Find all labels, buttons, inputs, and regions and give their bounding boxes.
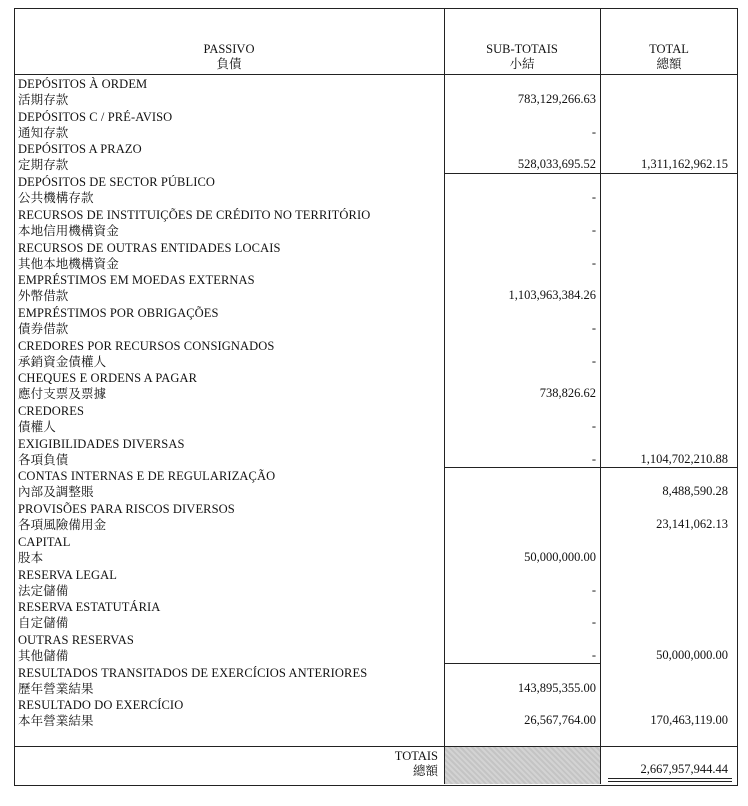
row-label-zh: 債權人 <box>18 420 56 434</box>
row-label-pt: RESERVA ESTATUTÁRIA <box>18 600 161 615</box>
row-label-zh: 其他本地機構資金 <box>18 256 119 271</box>
row-total: 1,104,702,210.88 <box>640 451 728 466</box>
row-label-zh: 自定儲備 <box>18 616 69 631</box>
totals-label <box>354 749 438 779</box>
header-total <box>600 42 738 72</box>
row-subtotal: - <box>591 222 596 237</box>
row-subtotal: - <box>591 190 596 205</box>
row-subtotal: - <box>591 419 596 433</box>
column-divider-subtotals <box>444 8 445 784</box>
header-subtotais-zh: 小結 <box>509 57 535 71</box>
row-label-pt: EMPRÉSTIMOS EM MOEDAS EXTERNAS <box>18 273 255 288</box>
row-subtotal: 143,895,355.00 <box>517 680 596 695</box>
header-subtotais <box>444 42 600 72</box>
header-passivo <box>14 42 444 72</box>
row-label-zh: 本地信用機構資金 <box>18 223 119 238</box>
row-label-zh: 股本 <box>18 550 44 565</box>
grand-total-underline-2 <box>608 781 732 782</box>
row-total: 1,311,162,962.15 <box>640 157 728 172</box>
row-label-zh: 其他儲備 <box>18 648 69 663</box>
row-subtotal: - <box>591 255 596 270</box>
row-label-pt: CREDORES <box>18 404 85 418</box>
section-rule-deposits <box>444 173 738 174</box>
row-label-zh: 歷年營業結果 <box>18 681 94 696</box>
header-divider <box>14 74 738 75</box>
row-label-zh: 各項風險備用金 <box>18 518 107 533</box>
totals-divider <box>14 746 738 747</box>
grand-total-underline-1 <box>608 778 732 779</box>
row-label-pt: CREDORES POR RECURSOS CONSIGNADOS <box>18 338 275 353</box>
section-rule-liabilities <box>444 467 738 468</box>
row-label-zh: 債券借款 <box>18 321 69 336</box>
row-label-pt: DEPÓSITOS C / PRÉ-AVISO <box>18 109 173 124</box>
row-label-pt: OUTRAS RESERVAS <box>18 632 134 647</box>
row-label-zh: 公共機構存款 <box>18 191 94 206</box>
row-total: 8,488,590.28 <box>662 484 728 499</box>
row-label-zh: 各項負債 <box>18 452 69 467</box>
header-passivo-zh: 負債 <box>216 57 242 71</box>
row-total: 170,463,119.00 <box>650 713 728 728</box>
header-total-pt: TOTAL <box>649 42 689 56</box>
header-subtotais-pt: SUB-TOTAIS <box>486 42 558 56</box>
row-subtotal: 1,103,963,384.26 <box>508 288 596 303</box>
row-total: 23,141,062.13 <box>656 517 728 532</box>
row-label-zh: 本年營業結果 <box>18 714 94 729</box>
row-label-zh: 內部及調整賬 <box>18 485 94 500</box>
row-subtotal: 738,826.62 <box>539 386 596 401</box>
row-subtotal: 26,567,764.00 <box>524 713 596 728</box>
header-passivo-pt: PASSIVO <box>203 42 255 56</box>
balance-sheet-liabilities <box>14 8 738 798</box>
row-subtotal: 528,033,695.52 <box>517 157 596 172</box>
row-label-zh: 應付支票及票據 <box>18 387 107 402</box>
row-label-pt: DEPÓSITOS A PRAZO <box>18 142 142 157</box>
row-label-pt: DEPÓSITOS DE SECTOR PÚBLICO <box>18 175 216 190</box>
totals-label-zh: 總額 <box>412 764 438 778</box>
grand-total-value: 2,667,957,944.44 <box>640 762 728 776</box>
row-label-pt: CAPITAL <box>18 534 71 549</box>
row-subtotal: - <box>591 320 596 335</box>
row-subtotal: 50,000,000.00 <box>524 549 596 564</box>
totals-label-pt: TOTAIS <box>394 749 438 763</box>
row-label-pt: RESULTADOS TRANSITADOS DE EXERCÍCIOS ANTERIORES <box>18 665 368 680</box>
row-label-pt: RECURSOS DE INSTITUIÇÕES DE CRÉDITO NO TERRITÓRIO <box>18 207 371 222</box>
column-divider-total <box>600 8 601 784</box>
row-label-pt: EXIGIBILIDADES DIVERSAS <box>18 436 185 451</box>
row-subtotal: - <box>591 451 596 466</box>
row-label-pt: PROVISÕES PARA RISCOS DIVERSOS <box>18 502 235 517</box>
row-subtotal: - <box>591 615 596 630</box>
row-label-zh: 承銷資金債權人 <box>18 354 107 369</box>
row-label-zh: 定期存款 <box>18 158 69 173</box>
row-label-pt: CHEQUES E ORDENS A PAGAR <box>18 371 198 386</box>
row-subtotal: - <box>591 647 596 662</box>
header-total-zh: 總額 <box>656 57 682 71</box>
row-label-zh: 法定儲備 <box>18 583 69 598</box>
section-rule-reserves <box>444 663 600 664</box>
row-label-zh: 外幣借款 <box>18 289 69 304</box>
row-label-zh: 通知存款 <box>18 125 69 140</box>
row-label-pt: RECURSOS DE OUTRAS ENTIDADES LOCAIS <box>18 240 281 255</box>
row-label-pt: RESULTADO DO EXERCÍCIO <box>18 698 184 713</box>
row-label-pt: RESERVA LEGAL <box>18 567 118 582</box>
row-total: 50,000,000.00 <box>656 647 728 662</box>
row-subtotal: - <box>591 353 596 368</box>
row-label-pt: EMPRÉSTIMOS POR OBRIGAÇÕES <box>18 305 219 320</box>
row-label-zh: 活期存款 <box>18 93 69 107</box>
totals-shaded-cell <box>445 747 600 784</box>
row-subtotal: - <box>591 582 596 597</box>
row-label-pt: DEPÓSITOS À ORDEM <box>18 77 148 91</box>
row-subtotal: 783,129,266.63 <box>517 92 596 106</box>
row-subtotal: - <box>591 124 596 139</box>
row-label-pt: CONTAS INTERNAS E DE REGULARIZAÇÃO <box>18 469 276 484</box>
